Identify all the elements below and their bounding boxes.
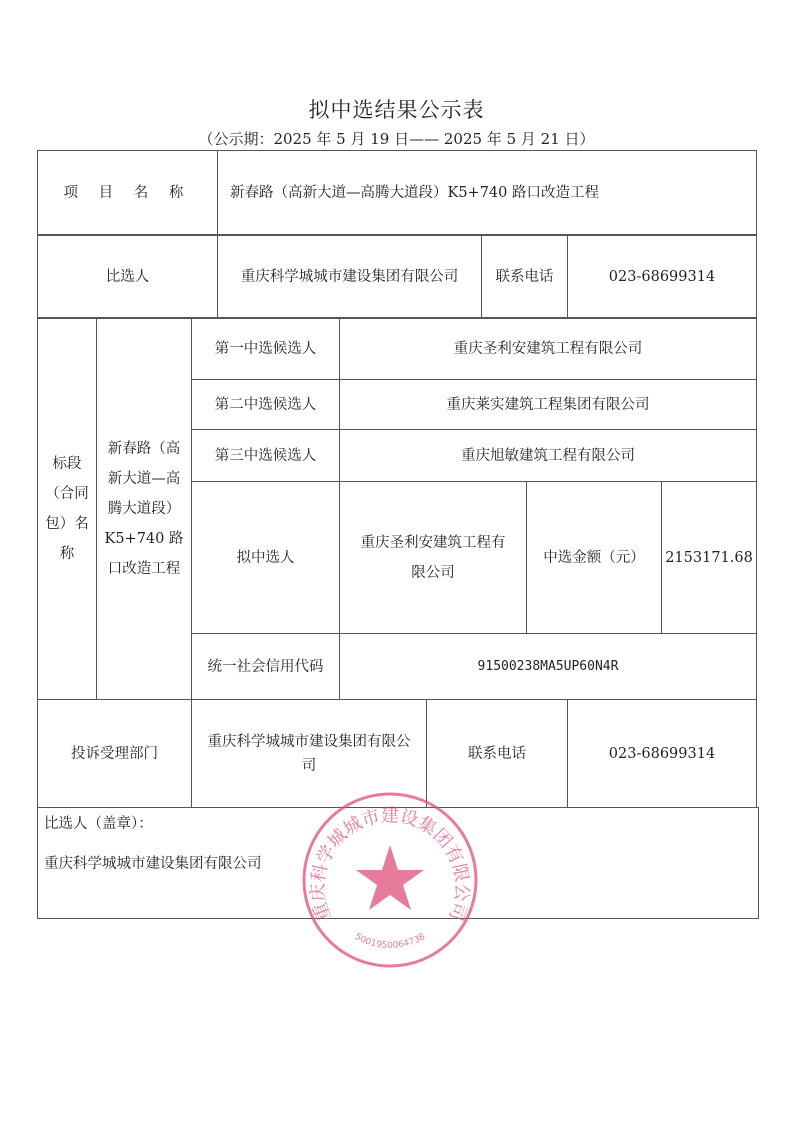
selector-phone: 023-68699314 (567, 235, 757, 318)
seal-text: 重庆科学城城市建设集团有限公司 (307, 805, 473, 924)
project-label: 项 目 名 称 (37, 150, 218, 235)
svg-text:5001950064738 (353, 932, 427, 951)
company-seal (300, 790, 480, 970)
amount-value: 2153171.68 (661, 481, 757, 634)
signature-company: 重庆科学城城市建设集团有限公司 (44, 856, 262, 872)
credit-code: 91500238MA5UP60N4R (339, 633, 757, 700)
candidate-2-name: 重庆莱实建筑工程集团有限公司 (339, 379, 757, 430)
document-title: 拟中选结果公示表 (308, 98, 485, 122)
selector-name: 重庆科学城城市建设集团有限公司 (217, 235, 482, 318)
selector-label: 比选人 (37, 235, 218, 318)
publicity-period: （公示期：2025 年 5 月 19 日—— 2025 年 5 月 21 日） (198, 130, 595, 148)
complaint-phone-label: 联系电话 (426, 699, 568, 808)
complaint-phone: 023-68699314 (567, 699, 757, 808)
project-name: 新春路（高新大道—高腾大道段）K5+740 路口改造工程 (217, 150, 757, 235)
winner-label: 拟中选人 (191, 481, 340, 634)
seal-number: 5001950064738 (353, 931, 427, 952)
candidate-1-name: 重庆圣利安建筑工程有限公司 (339, 318, 757, 380)
candidate-3-label: 第三中选候选人 (191, 429, 340, 482)
section-label: 标段（合同包）名称 (37, 318, 97, 700)
complaint-dept: 重庆科学城城市建设集团有限公司 (191, 699, 427, 808)
candidate-2-label: 第二中选候选人 (191, 379, 340, 430)
candidate-3-name: 重庆旭敏建筑工程有限公司 (339, 429, 757, 482)
complaint-label: 投诉受理部门 (37, 699, 192, 808)
selector-phone-label: 联系电话 (481, 235, 568, 318)
winner-name: 重庆圣利安建筑工程有限公司 (339, 481, 527, 634)
signature-label: 比选人（盖章）： (44, 816, 153, 832)
seal-star-icon (356, 845, 424, 910)
amount-label: 中选金额（元） (526, 481, 662, 634)
candidate-1-label: 第一中选候选人 (191, 318, 340, 380)
credit-code-label: 统一社会信用代码 (191, 633, 340, 700)
section-name: 新春路（高新大道—高腾大道段）K5+740 路口改造工程 (96, 318, 192, 700)
